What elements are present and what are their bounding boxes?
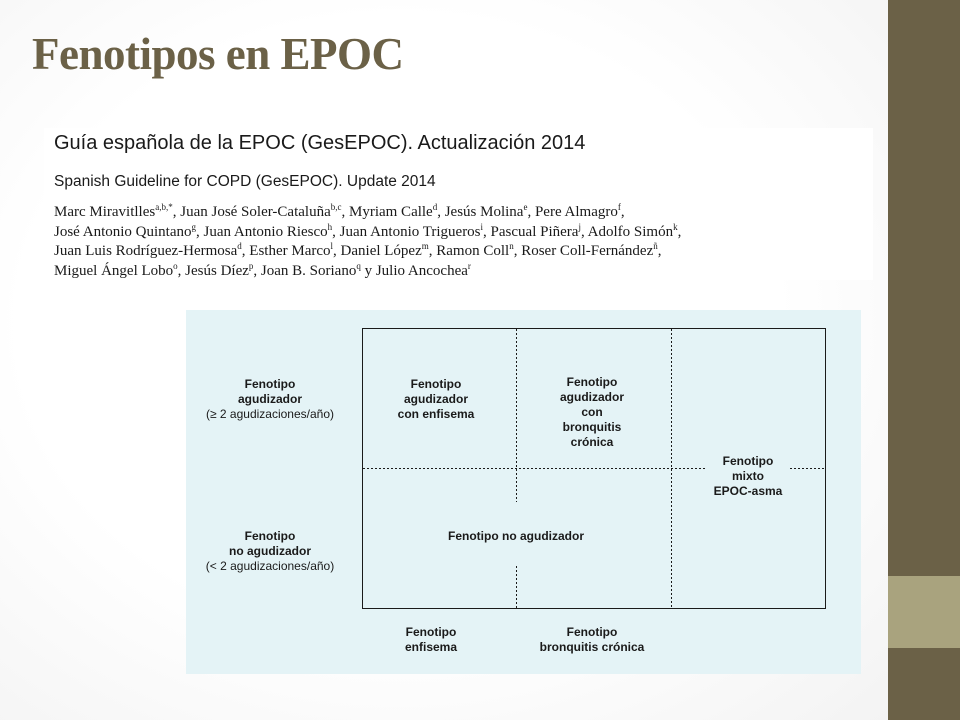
column-label-emphysema	[405, 625, 457, 655]
author-affiliation: d	[432, 202, 438, 212]
author-affiliation: f	[617, 202, 621, 212]
article-header-image	[44, 128, 873, 280]
label-line: con	[581, 405, 603, 419]
author-name: Joan B. Soriano	[260, 262, 357, 279]
author-name: Roser Coll-Fernández	[521, 243, 654, 259]
label-line: mixto	[731, 469, 765, 483]
author-line: Marc Miravitlles$^{a,b,*}$, Juan José Soler-Cataluña$^{b,c}$, Myriam Calle$^d$, Jesús Molina$^e$, Pere Almagro$^f$,	[54, 202, 625, 220]
column-label-bronchitis	[540, 625, 645, 655]
sidebar-decoration-middle	[888, 576, 960, 648]
author-line: Juan Luis Rodríguez-Hermosa$^d$, Esther Marco$^l$, Daniel López$^m$, Ramon Coll$^n$, Roser Coll-Fernández$^ñ$,	[54, 241, 662, 259]
author-affiliation: p	[248, 260, 254, 271]
cell-exacerbator-emphysema	[398, 377, 475, 422]
label-line: Fenotipo	[566, 625, 618, 639]
label-line: Fenotipo	[722, 454, 774, 468]
label-line: Fenotipo	[410, 377, 462, 391]
author-name: Juan Luis Rodríguez-Hermosa	[54, 243, 238, 259]
author-name: Juan Antonio Riesco	[203, 223, 328, 240]
author-name: Adolfo Simón	[587, 223, 674, 240]
label-non-exacerbator-phenotype	[206, 529, 334, 574]
cell-mixed-copd-asthma	[714, 454, 783, 499]
label-line: agudizador	[403, 392, 469, 406]
label-line: con enfisema	[397, 407, 475, 421]
cell-non-exacerbator	[448, 529, 584, 544]
label-line: EPOC-asma	[713, 484, 783, 498]
phenotype-diagram	[186, 310, 861, 674]
author-name: Daniel López	[340, 243, 422, 259]
label-line: bronquitis	[562, 420, 622, 434]
label-detail: (< 2 agudizaciones/año)	[205, 559, 335, 573]
author-affiliation: a,b,*	[155, 202, 173, 212]
label-line: Fenotipo	[244, 377, 296, 391]
slide-title: Fenotipos en EPOC	[32, 29, 404, 79]
author-affiliation: r	[467, 260, 471, 271]
author-line: José Antonio Quintano$^g$, Juan Antonio Riesco$^h$, Juan Antonio Trigueros$^i$, Pascual Piñera$^j$, Adolfo Simón$^k$,	[54, 221, 682, 240]
author-name: José Antonio Quintano	[54, 223, 192, 240]
author-affiliation: l	[330, 241, 334, 251]
label-detail: (≥ 2 agudizaciones/año)	[206, 407, 334, 421]
article-title: Guía española de la EPOC (GesEPOC). Actualización 2014	[54, 132, 586, 154]
author-affiliation: e	[523, 202, 528, 212]
author-name: Ramon Coll	[436, 243, 510, 259]
author-line: Miguel Ángel Lobo$^o$, Jesús Díez$^p$, Joan B. Soriano$^q$ y Julio Ancochea$^r$	[54, 260, 471, 279]
author-name: Miguel Ángel Lobo	[54, 262, 174, 279]
author-affiliation: o	[173, 260, 178, 271]
article-subtitle: Spanish Guideline for COPD (GesEPOC). Update 2014	[54, 173, 436, 190]
author-name: Pascual Piñera	[490, 223, 579, 240]
author-affiliation: m	[421, 241, 429, 251]
author-name: Marc Miravitlles	[54, 204, 156, 220]
author-affiliation: k	[673, 221, 678, 232]
author-name: Jesús Díez	[185, 262, 249, 279]
author-name: Juan Antonio Trigueros	[339, 223, 481, 240]
author-affiliation: ñ	[653, 241, 658, 251]
author-name: Esther Marco	[249, 243, 331, 259]
label-line: crónica	[570, 435, 614, 449]
author-affiliation: q	[356, 260, 361, 271]
label-line: no agudizador	[228, 544, 311, 558]
sidebar-decoration-top	[888, 0, 960, 576]
cell-exacerbator-bronchitis	[560, 375, 624, 450]
author-affiliation: g	[191, 221, 196, 232]
label-line: agudizador	[237, 392, 302, 406]
label-exacerbator-phenotype	[206, 377, 334, 422]
author-name: Julio Ancochea	[375, 262, 468, 279]
author-affiliation: h	[327, 221, 333, 232]
author-affiliation: j	[578, 221, 581, 232]
article-authors	[54, 203, 869, 281]
author-affiliation: n	[509, 241, 514, 251]
author-name: Pere Almagro	[534, 204, 618, 220]
label-line: enfisema	[404, 640, 458, 654]
author-name: Myriam Calle	[348, 204, 433, 220]
label-line: Fenotipo	[244, 529, 296, 543]
label-line: bronquitis crónica	[539, 640, 645, 654]
author-name: Jesús Molina	[444, 204, 524, 220]
label-line: Fenotipo	[566, 375, 618, 389]
author-affiliation: b,c	[330, 202, 342, 212]
author-affiliation: i	[480, 221, 484, 232]
label-line: agudizador	[559, 390, 625, 404]
label-line: Fenotipo	[405, 625, 457, 639]
author-affiliation: d	[237, 241, 242, 251]
author-name: Juan José Soler-Cataluña	[180, 204, 331, 220]
label-line: Fenotipo no agudizador	[448, 529, 584, 543]
sidebar-decoration-bottom	[888, 648, 960, 720]
